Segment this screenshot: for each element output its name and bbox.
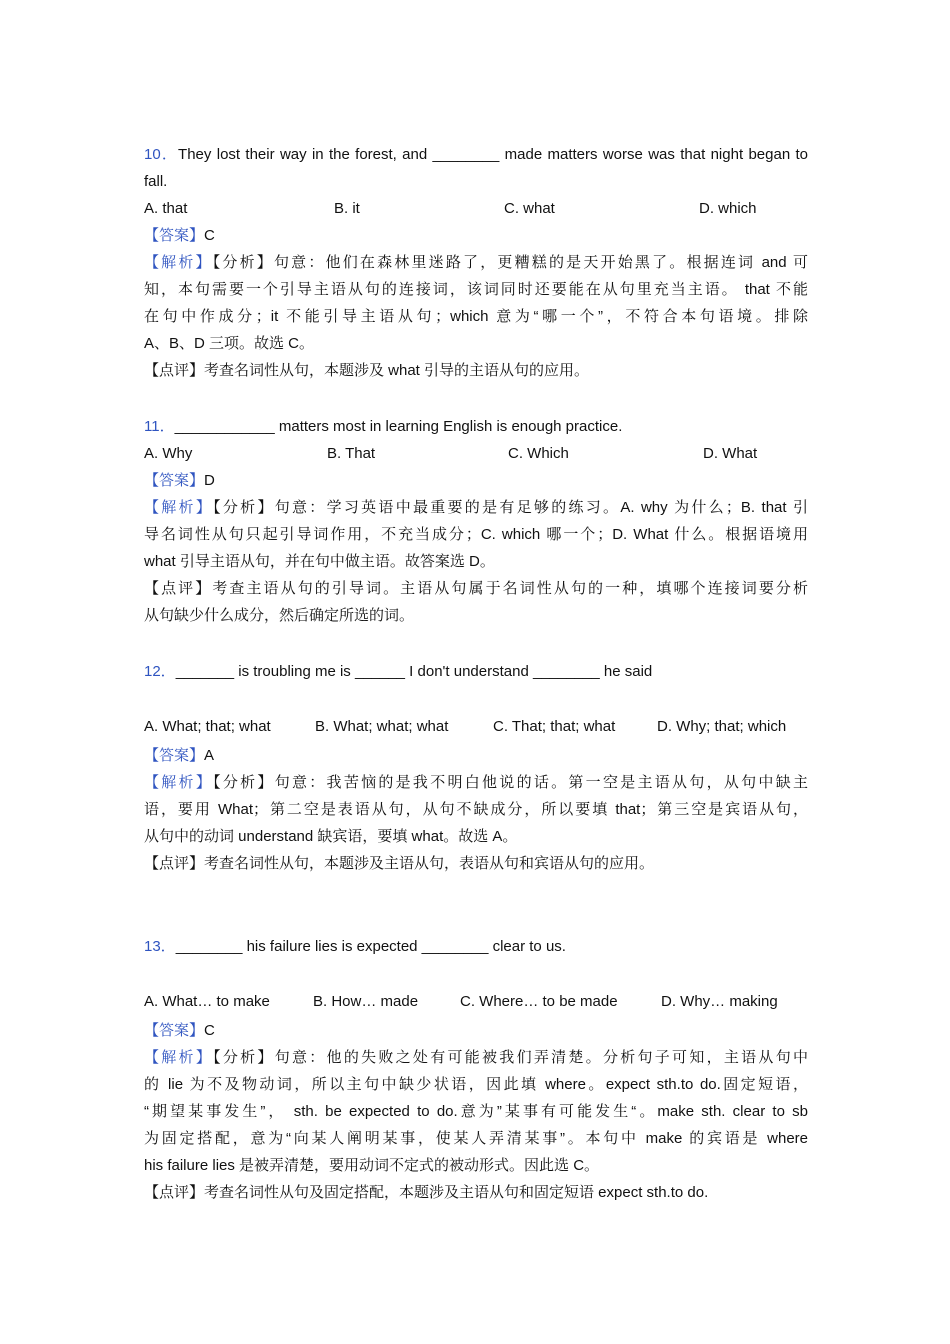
spacer	[144, 877, 808, 933]
q12-comment: 【点评】考查名词性从句，本题涉及主语从句，表语从句和宾语从句的应用。	[144, 855, 655, 872]
q10-option-b: B. it	[334, 200, 360, 217]
q10-analysis-line1: 【解析】【分析】句意：他们在森林里迷路了，更糟糕的是天开始黑了。根据连词 and 可	[144, 254, 808, 271]
q12-analysis-line2: 语，要用 What；第二空是表语从句，从句不缺成分，所以要填 that；第三空是宾语从句，	[144, 801, 808, 818]
q10-analysis-line3: 在句中作成分；it 不能引导主语从句；which 意为“哪一个”，不符合本句语境。排除	[144, 308, 808, 325]
spacer	[144, 384, 808, 413]
q11-option-a: A. Why	[144, 445, 193, 462]
q13-stem: 13．________ his failure lies is expected ________ clear to us.	[144, 938, 566, 955]
q13-number: 13．	[144, 938, 176, 955]
q12-option-c: C. That; that; what	[493, 718, 616, 735]
q10-answer: 【答案】C	[144, 227, 215, 244]
q13-analysis-line5: his failure lies 是被弄清楚，要用动词不定式的被动形式。因此选 C。	[144, 1157, 600, 1174]
q12-analysis-line1: 【解析】【分析】句意：我苦恼的是我不明白他说的话。第一空是主语从句，从句中缺主	[144, 774, 808, 791]
q10-analysis-line2: 知，本句需要一个引导主语从句的连接词，该词同时还要能在从句里充当主语。 that 不能	[144, 281, 808, 298]
q10-options	[144, 195, 808, 222]
q12-stem: 12．_______ is troubling me is ______ I don't understand ________ he said	[144, 663, 653, 680]
q13-options	[144, 987, 808, 1017]
q11-analysis-line3: what 引导主语从句，并在句中做主语。故答案选 D。	[144, 553, 495, 570]
q12-option-a: A. What; that; what	[144, 718, 271, 735]
q11-analysis-line2: 导名词性从句只起引导词作用，不充当成分；C. which 哪一个；D. What 什么。根据语境用	[144, 526, 808, 543]
q11-analysis-line1: 【解析】【分析】句意：学习英语中最重要的是有足够的练习。A. why 为什么；B. that 引	[144, 499, 808, 516]
q10-option-d: D. which	[699, 200, 757, 217]
q13-option-b: B. How… made	[313, 993, 419, 1010]
q11-option-c: C. Which	[508, 445, 569, 462]
q11-options	[144, 440, 808, 467]
spacer	[144, 960, 808, 987]
q13-analysis-line3: “期望某事发生”， sth. be expected to do.意为”某事有可能发生“。make sth. clear to sb	[144, 1103, 808, 1120]
q13-option-c: C. Where… to be made	[460, 993, 618, 1010]
q11-option-b: B. That	[327, 445, 376, 462]
q10-number: 10．	[144, 146, 179, 163]
q11-stem: 11．____________ matters most in learning English is enough practice.	[144, 418, 623, 435]
q12-option-b: B. What; what; what	[315, 718, 449, 735]
q13-option-a: A. What… to make	[144, 993, 270, 1010]
spacer	[144, 685, 808, 712]
q12-options	[144, 712, 808, 742]
q10-option-c: C. what	[504, 200, 555, 217]
q10-option-a: A. that	[144, 200, 188, 217]
q10-analysis-line4: A、B、D 三项。故选 C。	[144, 335, 315, 352]
q11-comment-line1: 【点评】考查主语从句的引导词。主语从句属于名词性从句的一种，填哪个连接词要分析	[144, 580, 808, 597]
q11-option-d: D. What	[703, 445, 758, 462]
q10-comment: 【点评】考查名词性从句，本题涉及 what 引导的主语从句的应用。	[144, 362, 590, 379]
q12-analysis-line3: 从句中的动词 understand 缺宾语，要填 what。故选 A。	[144, 828, 518, 845]
document-page	[144, 141, 808, 1206]
q10-stem-line2: fall.	[144, 173, 168, 190]
q13-analysis-line1: 【解析】【分析】句意：他的失败之处有可能被我们弄清楚。分析句子可知，主语从句中	[144, 1049, 808, 1066]
q11-answer: 【答案】D	[144, 472, 215, 489]
q10-stem-line1: 10．They lost their way in the forest, and ________ made matters worse was that night began to	[144, 146, 809, 163]
q12-answer: 【答案】A	[144, 747, 215, 764]
q12-option-d: D. Why; that; which	[657, 718, 787, 735]
q13-answer: 【答案】C	[144, 1022, 215, 1039]
q11-comment-line2: 从句缺少什么成分，然后确定所选的词。	[144, 607, 415, 624]
q11-number: 11．	[144, 418, 175, 435]
q13-analysis-line4: 为固定搭配，意为“向某人阐明某事，使某人弄清某事”。本句中 make 的宾语是 where	[144, 1130, 808, 1147]
q13-option-d: D. Why… making	[661, 993, 778, 1010]
q13-comment: 【点评】考查名词性从句及固定搭配，本题涉及主语从句和固定短语 expect sth.to do.	[144, 1184, 709, 1201]
q13-analysis-line2: 的 lie 为不及物动词，所以主句中缺少状语，因此填 where。expect sth.to do.固定短语，	[144, 1076, 808, 1093]
spacer	[144, 629, 808, 658]
q12-number: 12．	[144, 663, 176, 680]
